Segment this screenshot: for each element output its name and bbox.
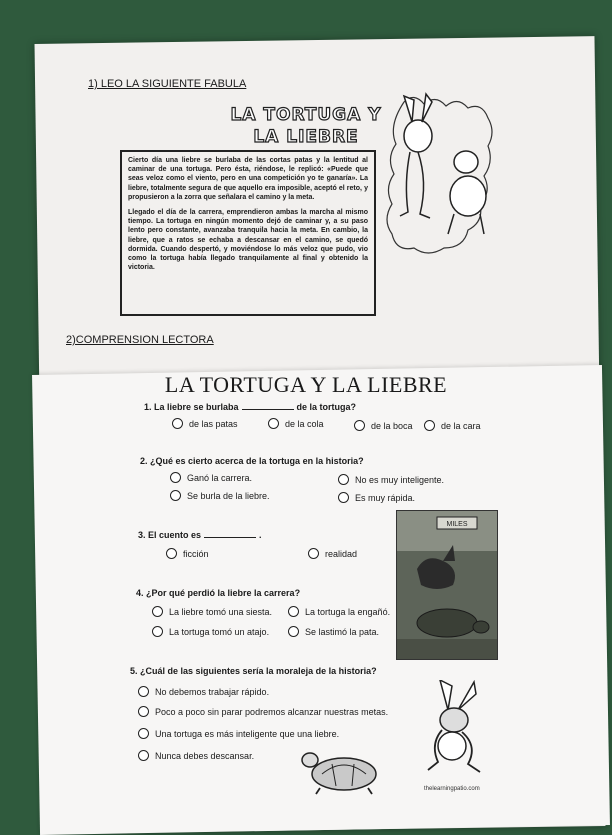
radio-circle[interactable] xyxy=(166,548,177,559)
radio-circle[interactable] xyxy=(138,728,149,739)
rabbit-tortoise-illustration xyxy=(384,92,496,262)
q3-option-2[interactable] xyxy=(308,548,357,559)
option-label: realidad xyxy=(325,548,358,559)
q4-option-2[interactable] xyxy=(288,606,390,617)
question-1-start: 1. La liebre se burlaba xyxy=(144,402,239,412)
radio-circle[interactable] xyxy=(152,606,163,617)
radio-circle[interactable] xyxy=(170,490,181,501)
question-1-end: de la tortuga? xyxy=(296,402,357,412)
option-label: Nunca debes descansar. xyxy=(155,750,255,761)
option-label: Es muy rápida. xyxy=(355,492,416,503)
radio-circle[interactable] xyxy=(354,420,365,431)
option-label: No es muy inteligente. xyxy=(355,474,445,485)
photo-sign-text: MILES xyxy=(446,521,468,528)
option-label: ficción xyxy=(183,548,209,559)
q2-option-3[interactable] xyxy=(170,490,270,501)
fable-paragraph-2: Llegado el día de la carrera, emprendieron ambas la marcha al mismo tiempo. La tortuga en ningún momento dejó de caminar y, a su paso lento pero constante, avanzaba tranquila hacia la meta. En cambio, la liebre, que a ratos se echaba a descansar en el camino, se quedó dormida. Cuando despertó, y moviéndose lo más veloz que pudo, vio como la tortuga había llegado tranquilamente al final y obtenido la victoria. xyxy=(128,209,368,272)
q1-option-1[interactable] xyxy=(172,418,238,429)
option-label: de la cara xyxy=(441,420,481,431)
radio-circle[interactable] xyxy=(138,706,149,717)
option-label: La tortuga tomó un atajo. xyxy=(169,626,270,637)
radio-circle[interactable] xyxy=(138,686,149,697)
option-label: La liebre tomó una siesta. xyxy=(169,606,273,617)
option-label: Poco a poco sin parar podremos alcanzar nuestras metas. xyxy=(155,706,389,717)
worksheet-title: LA TORTUGA Y LA LIEBRE xyxy=(164,372,448,397)
q2-option-1[interactable] xyxy=(170,472,252,483)
q5-option-2[interactable] xyxy=(138,706,388,717)
radio-circle[interactable] xyxy=(152,626,163,637)
fable-title-line1: LA TORTUGA Y xyxy=(230,105,382,125)
radio-circle[interactable] xyxy=(288,626,299,637)
footer-website: thelearningpatio.com xyxy=(424,786,480,792)
photo-illustration xyxy=(397,511,497,659)
radio-circle[interactable] xyxy=(268,418,279,429)
option-label: de las patas xyxy=(189,418,238,429)
rabbit-tortoise-photo xyxy=(396,510,498,660)
option-label: La tortuga la engañó. xyxy=(305,606,391,617)
section2-heading: 2)COMPRENSION LECTORA xyxy=(66,334,214,346)
question-3 xyxy=(138,530,262,540)
radio-circle[interactable] xyxy=(338,492,349,503)
q1-option-4[interactable] xyxy=(424,420,481,431)
question-3-start: 3. El cuento es xyxy=(138,530,202,540)
radio-circle[interactable] xyxy=(338,474,349,485)
question-5: 5. ¿Cuál de las siguientes sería la moraleja de la historia? xyxy=(130,666,377,676)
option-label: de la boca xyxy=(371,420,413,431)
radio-circle[interactable] xyxy=(170,472,181,483)
fable-text-box xyxy=(120,150,376,316)
section1-heading: 1) LEO LA SIGUIENTE FABULA xyxy=(88,78,247,90)
answer-blank[interactable] xyxy=(204,537,256,538)
fable-title-art xyxy=(222,104,390,148)
q5-option-3[interactable] xyxy=(138,728,339,739)
option-label: Se lastimó la pata. xyxy=(305,626,380,637)
q1-option-2[interactable] xyxy=(268,418,324,429)
radio-circle[interactable] xyxy=(308,548,319,559)
q4-option-4[interactable] xyxy=(288,626,379,637)
cartoon-tortoise-illustration xyxy=(298,746,388,796)
q2-option-2[interactable] xyxy=(338,474,444,485)
q2-option-4[interactable] xyxy=(338,492,415,503)
q5-option-4[interactable] xyxy=(138,750,254,761)
q4-option-1[interactable] xyxy=(152,606,272,617)
option-label: Una tortuga es más inteligente que una liebre. xyxy=(155,728,340,739)
q5-option-1[interactable] xyxy=(138,686,269,697)
radio-circle[interactable] xyxy=(172,418,183,429)
question-4: 4. ¿Por qué perdió la liebre la carrera? xyxy=(136,588,301,598)
radio-circle[interactable] xyxy=(424,420,435,431)
fable-paragraph-1: Cierto día una liebre se burlaba de las cortas patas y la lentitud al caminar de una tortuga. Pero ésta, riéndose, le replicó: «Puede que seas veloz como el viento, pero en una competición yo te ganaría». La liebre, totalmente segura de que aquello era imposible, aceptó el reto, y propusieron a la zorra que señalara el camino y la meta. xyxy=(128,157,368,201)
radio-circle[interactable] xyxy=(288,606,299,617)
q1-option-3[interactable] xyxy=(354,420,413,431)
q4-option-3[interactable] xyxy=(152,626,269,637)
q3-option-1[interactable] xyxy=(166,548,209,559)
option-label: de la cola xyxy=(285,418,324,429)
question-1 xyxy=(144,402,356,412)
answer-blank[interactable] xyxy=(242,409,294,410)
option-label: No debemos trabajar rápido. xyxy=(155,686,270,697)
radio-circle[interactable] xyxy=(138,750,149,761)
option-label: Se burla de la liebre. xyxy=(187,490,270,501)
fable-title-line2: LA LIEBRE xyxy=(253,127,359,147)
question-2: 2. ¿Qué es cierto acerca de la tortuga en la historia? xyxy=(140,456,364,466)
option-label: Ganó la carrera. xyxy=(187,472,253,483)
cartoon-rabbit-illustration xyxy=(412,680,492,776)
question-3-end: . xyxy=(259,530,262,540)
